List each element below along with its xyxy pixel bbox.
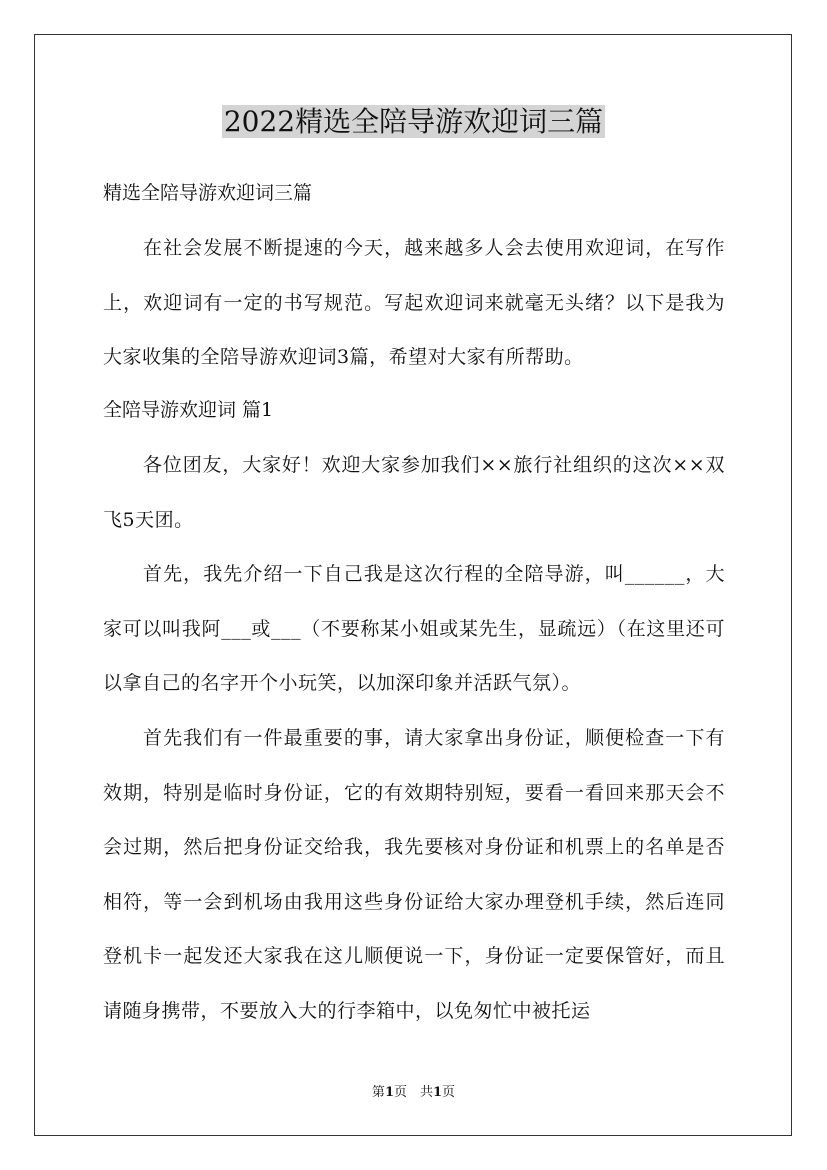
document-subtitle: 精选全陪导游欢迎词三篇 <box>103 182 313 204</box>
document-title: 2022精选全陪导游欢迎词三篇 <box>223 105 604 138</box>
intro-paragraph: 在社会发展不断提速的今天，越来越多人会去使用欢迎词，在写作上，欢迎词有一定的书写规范。写起欢迎词来就毫无头绪？以下是我为大家收集的全陪导游欢迎词3篇，希望对大家有所帮助。 <box>103 237 725 368</box>
page-footer: 第1页 共1页 <box>371 1085 456 1100</box>
section-heading: 全陪导游欢迎词 篇1 <box>103 399 274 421</box>
body-paragraph-3: 首先我们有一件最重要的事，请大家拿出身份证，顺便检查一下有效期，特别是临时身份证，它的有效期特别短，要看一看回来那天会不会过期，然后把身份证交给我，我先要核对身份证和机票上的名单是否相符，等一会到机场由我用这些身份证给大家办理登机手续，然后连同登机卡一起发还大家我在这儿顺便说一下，身份证一定要保管好，而且请随身携带，不要放入大的行李箱中，以免匆忙中被托运 <box>103 727 725 1022</box>
total-page-number: 1 <box>433 1085 443 1100</box>
body-paragraph-1: 各位团友，大家好！欢迎大家参加我们××旅行社组织的这次××双飞5天团。 <box>103 454 725 531</box>
current-page-number: 1 <box>384 1085 394 1100</box>
body-paragraph-2: 首先，我先介绍一下自己我是这次行程的全陪导游，叫______，大家可以叫我阿___或___（不要称某小姐或某先生，显疏远）（在这里还可以拿自己的名字开个小玩笑，以加深印象并活跃气氛）。 <box>103 563 725 694</box>
